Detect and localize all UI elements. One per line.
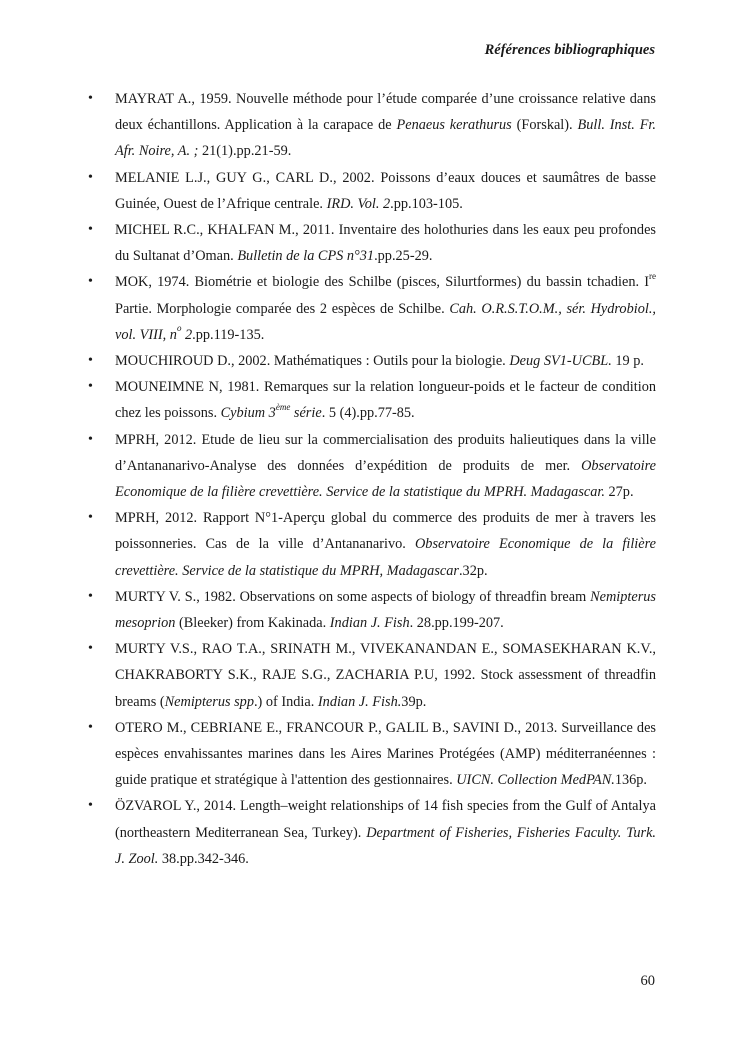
reference-text: MPRH, 2012. Rapport N°1-Aperçu global du commerce des produits de mer à travers les poissonneries. Cas de la ville d’Antananarivo. [115,510,656,553]
reference-text: ÖZVAROL Y., 2014. Length–weight relationships of 14 fish species from the Gulf of Antalya (northeastern Mediterranean Sea, Turkey). [115,798,656,841]
reference-text: 19 p. [611,353,644,370]
reference-text: .) of India. [253,693,318,710]
reference-italic-text: Penaeus kerathurus [396,117,512,134]
reference-text: 27p. [604,484,634,501]
reference-item [88,505,656,584]
bullet-icon: • [88,510,93,526]
reference-text: (Forskal). [511,117,578,134]
reference-item [88,348,656,374]
reference-item [88,269,656,348]
reference-italic-text: Deug SV1-UCBL. [509,353,612,370]
reference-text: Partie. Morphologie comparée des 2 espèces de Schilbe. [115,300,450,317]
reference-text: MOK, 1974. Biométrie et biologie des Schilbe (pisces, Silurtformes) du bassin tchadien. I [115,274,649,291]
reference-italic-text: Indian J. Fish [329,615,410,632]
page-number: 60 [640,973,655,989]
reference-text: . 5 (4).pp.77-85. [321,405,415,422]
reference-item [88,793,656,872]
reference-item [88,86,656,165]
reference-italic-text: Bulletin de la CPS n°31 [237,248,375,265]
bullet-icon: • [88,719,93,735]
running-header: Références bibliographiques [484,42,655,58]
reference-item [88,715,656,794]
reference-italic-text: Cybium 3 [220,405,276,422]
reference-text: . 28.pp.199-207. [409,615,504,632]
reference-superscript: ème [275,401,291,412]
reference-italic-text: Department of Fisheries, Fisheries Faculty. Turk. J. Zool. [115,824,656,867]
reference-text: (Bleeker) from Kakinada. [175,615,330,632]
reference-italic-text: Observatoire Economique de la filière crevettière. Service de la statistique du MPRH. Madagascar. [115,457,656,501]
reference-text: MOUNEIMNE N, 1981. Remarques sur la relation longueur-poids et le facteur de condition chez les poissons. [115,379,656,422]
reference-superscript: o [176,323,182,334]
reference-italic-text: Bull. Inst. Fr. Afr. Noire, A. ; [115,117,656,160]
reference-item [88,217,656,269]
reference-italic-text: UICN. Collection MedPAN. [456,772,615,789]
reference-superscript: re [649,270,656,281]
reference-item [88,584,656,636]
reference-italic-text: Indian J. Fish. [317,693,402,710]
reference-item [88,374,656,426]
bullet-icon: • [88,641,93,657]
reference-item [88,427,656,506]
reference-italic-text: Cah. O.R.S.T.O.M., sér. Hydrobiol., vol. VIII, n [115,300,656,343]
bullet-icon: • [88,91,93,106]
bullet-icon: • [88,588,93,604]
bullet-icon: • [88,353,93,369]
bullet-icon: • [88,379,93,395]
reference-text: .32p. [458,562,488,579]
reference-italic-text: Nemipterus mesoprion [115,588,656,632]
reference-text: MOUCHIROUD D., 2002. Mathématiques : Outils pour la biologie. [115,353,510,370]
reference-list [88,86,656,872]
reference-text: MELANIE L.J., GUY G., CARL D., 2002. Poissons d’eaux douces et saumâtres de basse Guinée, Ouest de l’Afrique centrale. [115,169,656,212]
bullet-icon: • [88,431,93,447]
reference-text: OTERO M., CEBRIANE E., FRANCOUR P., GALIL B., SAVINI D., 2013. Surveillance des espèces envahissantes marines dans les Aires Marines Protégées (AMP) méditerranéennes : guide pratique et stratégique à l'attention des gestionnaires. [115,719,656,789]
bullet-icon: • [88,274,93,290]
reference-text: MURTY V.S., RAO T.A., SRINATH M., VIVEKANANDAN E., SOMASEKHARAN K.V., CHAKRABORTY S.K., RAJE S.G., ZACHARIA P.U, 1992. Stock assessment of threadfin breams ( [115,641,656,710]
reference-text: .pp.103-105. [390,195,463,212]
bullet-icon: • [88,798,93,814]
bullet-icon: • [88,222,93,238]
reference-text: 136p. [614,772,647,789]
reference-italic-text: Nemipterus spp [164,693,254,710]
reference-text: MICHEL R.C., KHALFAN M., 2011. Inventaire des holothuries dans les eaux peu profondes du Sultanat d’Oman. [115,222,656,265]
reference-text: MAYRAT A., 1959. Nouvelle méthode pour l’étude comparée d’une croissance relative dans deux échantillons. Application à la carapace de [115,91,656,134]
reference-item [88,165,656,217]
reference-item [88,636,656,715]
reference-text: 38.pp.342-346. [158,850,249,867]
reference-text: MPRH, 2012. Etude de lieu sur la commercialisation des produits halieutiques dans la ville d’Antananarivo-Analyse des données d’expédition de produits de mer. [115,431,656,474]
reference-text: 39p. [401,693,427,710]
reference-italic-text: 2 [181,326,193,343]
reference-text: .pp.119-135. [192,326,265,343]
reference-text: MURTY V. S., 1982. Observations on some aspects of biology of threadfin bream [115,588,591,605]
reference-text: .pp.25-29. [374,248,433,265]
reference-italic-text: série [290,405,322,422]
reference-italic-text: IRD. Vol. 2 [326,195,391,212]
reference-text: 21(1).pp.21-59. [198,143,292,160]
bullet-icon: • [88,169,93,185]
reference-italic-text: Observatoire Economique de la filière crevettière. Service de la statistique du MPRH, Madagascar [115,536,656,579]
